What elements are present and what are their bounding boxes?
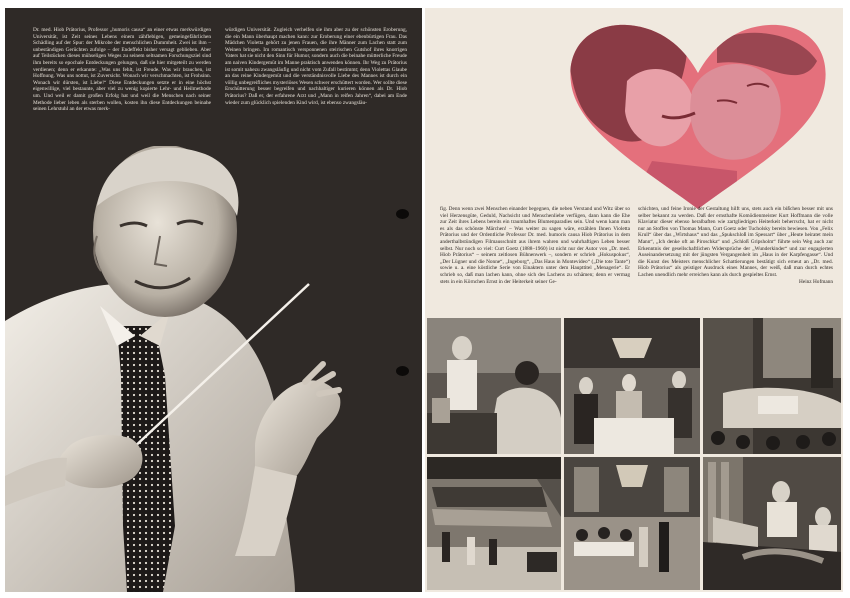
heart-couple-image: [567, 21, 829, 211]
author-signature: Heinz Hofmann: [799, 278, 833, 285]
punch-hole-bottom: [396, 366, 409, 376]
film-still-2: [564, 318, 700, 454]
right-text-column-2-body: schichten, und feine Ironie der Gestaltung hilft uns, stets auch ein bißchen besser mit uns selber bekannt zu werden. Daß der ernsthafte Komödienmeister Kurt Hoffmann die volle Klaviatur dieser ebenso heralbaften wie zartgliedrigen Heiterkeit beherrscht, hat er nicht nur an Stoffen von Thomas Mann, Curt Goetz oder Tucholsky bereits bewiesen. Von „Felix Krull“ über das „Wirtshaus“ und das „Spukschloß im Spessart“ über „Heute heiratet mein Mann“, „Ich denke oft an Piroschka“ und „Schloß Gripsholm“ führte sein Weg auch zur Erkenntnis der gesellschaftlichen Widersprüche der „Wunderkinder“ und zur engagierten Auseinandersetzung mit der jüngsten Vergangenheit im „Haus in der Karpfengasse“. Und die Kunst des Meisters menschlicher Schattierungen bestätigt sich erneut an „Dr. med. Hiob Prätorius“ als geistiger Ausdruck eines Mannes, der weiß, daß man durch echtes Lachen unendlich mehr erreichen kann als durch gespieltes Ernst.: [638, 206, 833, 278]
film-still-3: [703, 318, 841, 454]
film-still-1: [427, 318, 561, 454]
conductor-portrait-photo: [5, 146, 422, 592]
left-text-column-1: Dr. med. Hiob Prätorius, Professor „humoris causa“ an einer etwas merkwürdigen Universität, ist Zeit seines Lebens einem zähflebigen, gemeingefährlichen Schädling auf der Spur: der Mikrobe der menschlichen Dummheit. Zwei ist ihm – unbeständigen Gerüchten zufolge – der Endeffekt bisher versagt geblieben. Aber auf Teilstücken dieses mühseligen Weges zu seinem seltsamen Forschungsziel sind ihm bereits so epochale Entdeckungen gelungen, daß sie hier mitgeteilt zu werden verdienen; denn er erkannte: „Was uns fehlt, ist Freude. Was wir brauchen, ist Hoffnung. Was uns nottut, ist Zuversicht. Wonach wir verschmachten, ist Frohsinn. Wonach wir dürsten, ist Liebe!“ Diese Entdeckungen setzte er in eine höchst eigenwillige, viel bestaunte, aber viel zu wenig kopierte Lehr- und Heilmethode um. Und weil er damit großen Erfolg hat und weil die Menschen nach seiner Methode lieber leben als sterben wollen, kosten ihn diese Entdeckungen beinahe seinen Lehrstuhl an der etwas merk-: [33, 27, 211, 113]
left-page: [5, 8, 422, 592]
right-text-column-2: [638, 206, 833, 285]
left-text-column-2: würdigen Universität. Zugleich verhelfen sie ihm aber zu der schönsten Eroberung, die ein Mann überhaupt machen kann: zur Eroberung einer ebenbürtigen Frau. Das Mädchen Violetta gehört zu jenen Frauen, die ihre Männer zum Lachen statt zum Weinen bringen. Im romantisch versponnenen steirischen Gutshof ihres knorrigen Vaters hat sie nicht den Sinn für Humor, sondern auch die beinahe mütterliche Freude am naiven Kindergemüt im Manne praktisch anwenden können. Ihr Weg zu Prätorius ist somit nahezu zwangsläufig und nicht vom Zufall bestimmt; denn Violettas Glaube an das reine Kindergemüt und die verständnisvolle Liebe des Mannes ist durch ein völlig unbegreifliches mysteriöses Wesen schwer erschüttert worden. Wer sollte diese Erschütterung besser begreifen und nachhaltiger kurieren können als Dr. Hiob Prätorius? Daß er, der erfahrene Arzt und „Mann in reifen Jahren“, dabei am Ende wieder zum glücklich spielenden Kind wird, ist ebenso zwangsläu-: [225, 27, 407, 106]
film-still-5: [564, 457, 700, 590]
film-still-4: [427, 457, 561, 590]
right-text-column-1: fig. Denn wenn zwei Menschen einander begegnen, die neben Verstand und Witz über so viel Herzensgüte, Geduld, Nachsicht und Menschenliebe verfügen, dann kann die Ehe zur Zeit ihres Lebens bereits ein traumhaftes Blumenparadies sein. Und wenn kann man es als das schönste Märchen! – Was weiter zu sagen wäre, erzählen Ihnen Violetta Prätorius und der Ordentliche Professor Dr. med. humoris causa Hiob Prätorius in dem anderthalbstündigen Filmausschnitt aus ihrem wahren und wahrhaftigen Leben besser selbst. Nur noch so viel: Curt Goetz (1888–1960) ist nicht nur der Autor von „Dr. med. Hiob Prätorius“ – seinem zeitlosen Bühnenwerk –, sondern er schrieb „Hokuspokus“, „Der Lügner und die Nonne“, „Ingeborg“, „Das Haus in Montevideo“ („Die tote Tante“) sowie u. a. eine köstliche Serie von Einaktern unter dem Haupttitel „Menagerie“. Er schrieb so, daß man lachen kann, ohne sich des Lachens zu schämen; denn er vermag stets in ein Körnchen Ernst in der Heiterkeit seiner Ge-: [440, 206, 630, 285]
punch-hole-top: [396, 209, 409, 219]
film-still-6: [703, 457, 841, 590]
right-page: [425, 8, 843, 592]
